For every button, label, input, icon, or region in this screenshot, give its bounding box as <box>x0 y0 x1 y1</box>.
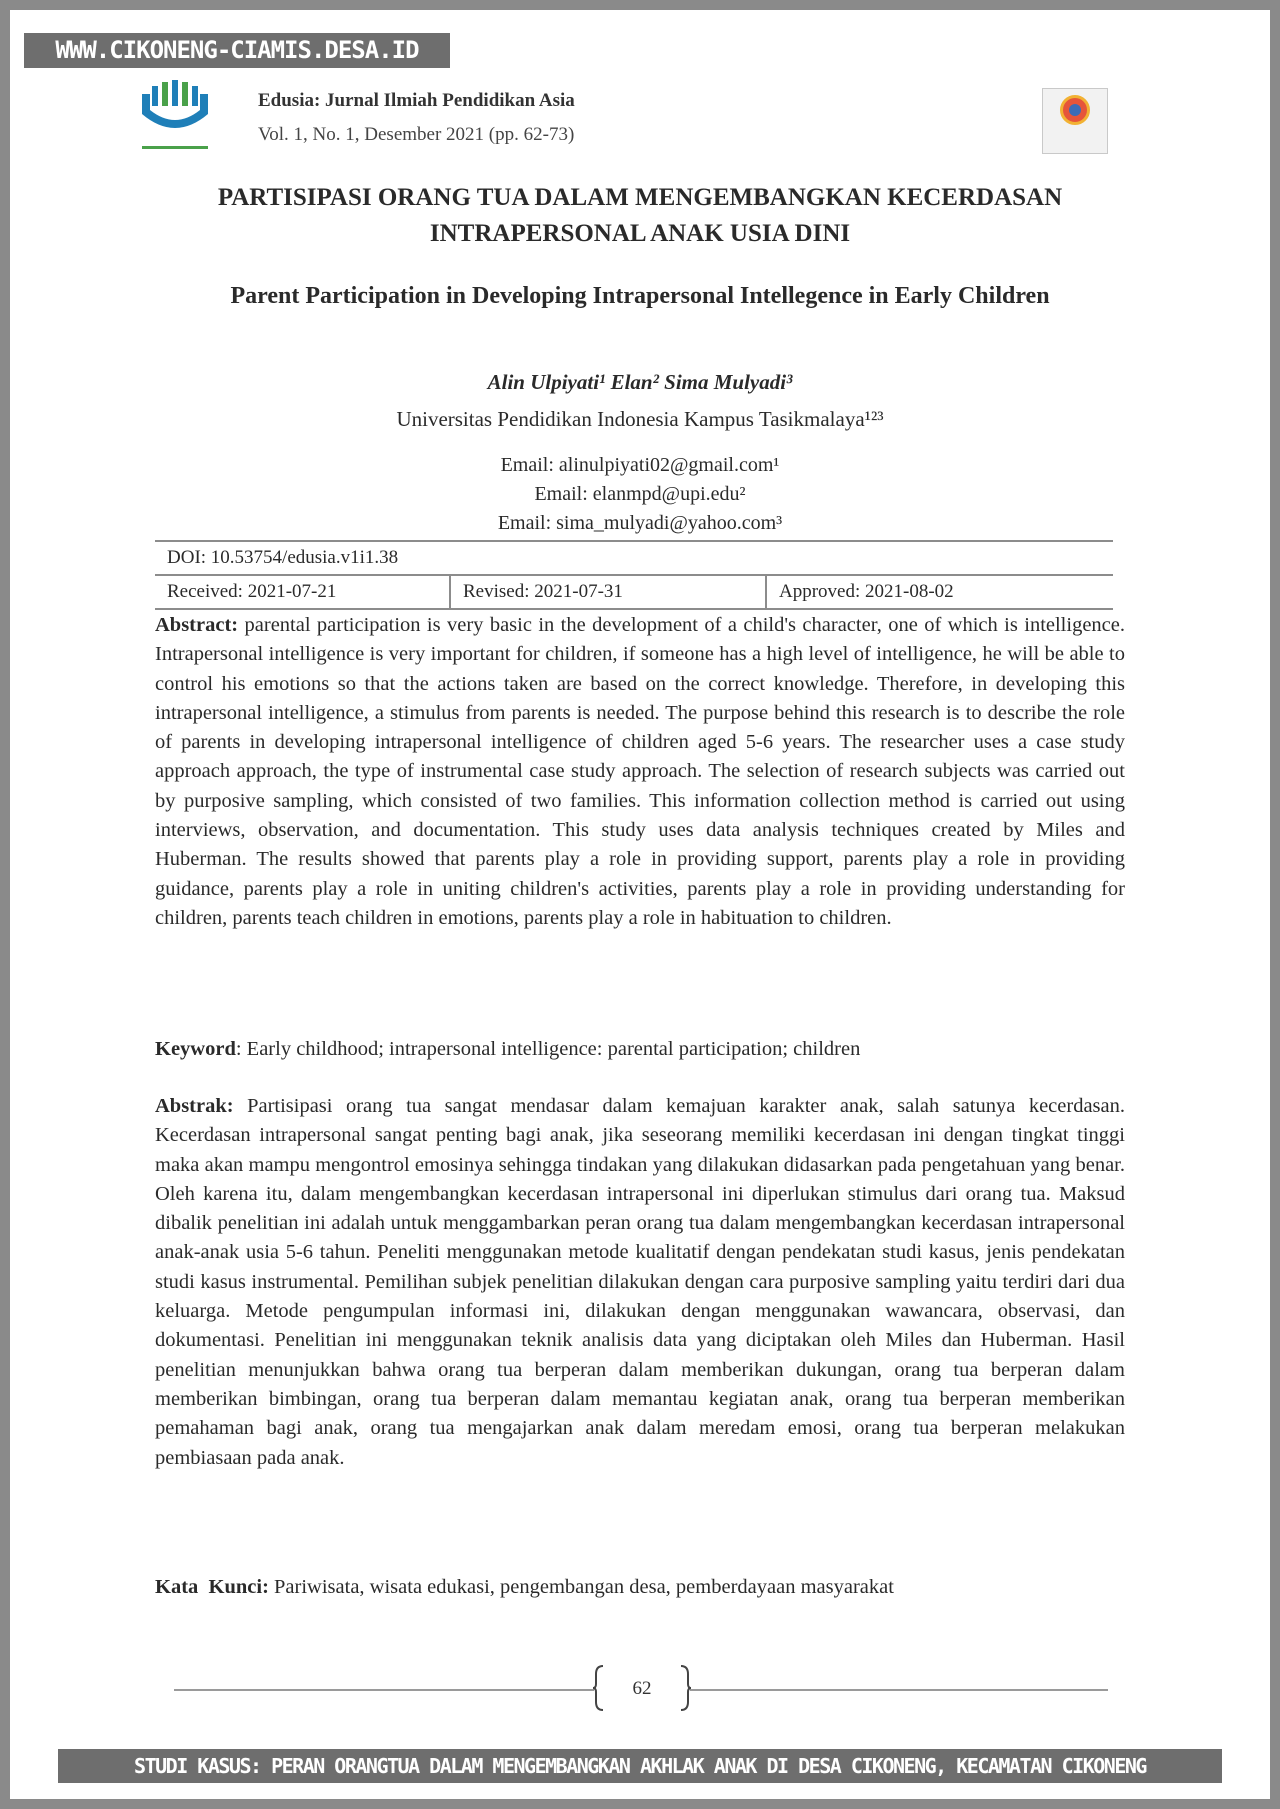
check-for-updates-badge-icon[interactable] <box>1042 88 1108 154</box>
doi[interactable]: DOI: 10.53754/edusia.v1i1.38 <box>155 541 1113 575</box>
paper-title-indonesian: PARTISIPASI ORANG TUA DALAM MENGEMBANGKAN KECERDASAN INTRAPERSONAL ANAK USIA DINI <box>217 184 1063 247</box>
keyword-label: Keyword <box>155 1038 236 1060</box>
caption-banner[interactable]: STUDI KASUS: PERAN ORANGTUA DALAM MENGEMBANGKAN AKHLAK ANAK DI DESA CIKONENG, KECAMATAN CIKONENG <box>58 1749 1222 1783</box>
keyword-text: : Early childhood; intrapersonal intelligence: parental participation; children <box>235 1038 861 1060</box>
abstrak-label: Abstrak: <box>155 1095 234 1117</box>
edusia-journal-logo-icon <box>138 80 224 156</box>
email-list <box>190 451 1090 538</box>
paper-title-english: Parent Participation in Developing Intrapersonal Intellegence in Early Children <box>230 283 1050 309</box>
keywords-indonesian <box>155 1573 1125 1602</box>
received-date: Received: 2021-07-21 <box>155 575 450 609</box>
abstrak-text: Partisipasi orang tua sangat mendasar dalam kemajuan karakter anak, salah satunya kecerdasan. Kecerdasan intrapersonal sangat penting bagi anak, jika seseorang memiliki kecerdasan ini dengan tingkat tinggi maka akan mampu mengontrol emosinya sehingga tindakan yang dilakukan didasarkan pada pengetahuan yang benar. Oleh karena itu, dalam mengembangkan kecerdasan intrapersonal ini diperlukan stimulus dari orang tua. Maksud dibalik penelitian ini adalah untuk menggambarkan peran orang tua dalam mengembangkan kecerdasan intrapersonal anak-anak usia 5-6 tahun. Peneliti menggunakan metode kualitatif dengan pendekatan studi kasus, jenis pendekatan studi kasus instrumental. Pemilihan subjek penelitian dilakukan dengan cara purposive sampling yaitu terdiri dari dua keluarga. Metode pengumpulan informasi ini, dilakukan dengan menggunakan wawancara, observasi, dan dokumentasi. Penelitian ini menggunakan teknik analisis data yang diciptakan oleh Miles dan Huberman. Hasil penelitian menunjukkan bahwa orang tua berperan dalam memberikan dukungan, orang tua berperan dalam memberikan bimbingan, orang tua berperan dalam memantau kegiatan anak, orang tua berperan memberikan pemahaman bagi anak, orang tua mengajarkan anak dalam meredam emosi, orang tua berperan melakukan pembiasaan pada anak. <box>155 1095 1125 1469</box>
article-meta-table <box>155 540 1113 610</box>
email-author-3: Email: sima_mulyadi@yahoo.com³ <box>497 512 783 534</box>
abstract-english <box>155 611 1125 933</box>
site-url-banner[interactable]: WWW.CIKONENG-CIAMIS.DESA.ID <box>24 33 450 68</box>
abstract-text: parental participation is very basic in the development of a child's character, one of which is intelligence. Intrapersonal intelligence is very important for children, if someone has a high level of intelligence, he will be able to control his emotions so that the actions taken are based on the correct knowledge. Therefore, in developing this intrapersonal intelligence, a stimulus from parents is needed. The purpose behind this research is to describe the role of parents in developing intrapersonal intelligence of children aged 5-6 years. The researcher uses a case study approach approach, the type of instrumental case study approach. The selection of research subjects was carried out by purposive sampling, which consisted of two families. This information collection method is carried out using interviews, observation, and documentation. This study uses data analysis techniques created by Miles and Huberman. The results showed that parents play a role in providing support, parents play a role in providing guidance, parents play a role in uniting children's activities, parents play a role in providing understanding for children, parents teach children in emotions, parents play a role in habituation to children. <box>155 614 1125 929</box>
email-author-2: Email: elanmpd@upi.edu² <box>534 483 746 505</box>
check-for-updates-emblem-icon <box>1060 95 1090 125</box>
page-number: 62 <box>632 1678 652 1699</box>
author-list: Alin Ulpiyati¹ Elan² Sima Mulyadi³ <box>487 370 793 394</box>
journal-name: Edusia: Jurnal Ilmiah Pendidikan Asia <box>258 90 575 111</box>
abstract-label: Abstract: <box>155 614 239 636</box>
email-author-1: Email: alinulpiyati02@gmail.com¹ <box>500 454 780 476</box>
approved-date: Approved: 2021-08-02 <box>766 575 1113 609</box>
right-brace-icon <box>678 1664 692 1712</box>
affiliation: Universitas Pendidikan Indonesia Kampus Tasikmalaya¹²³ <box>396 407 884 431</box>
kata-kunci-text: Pariwisata, wisata edukasi, pengembangan desa, pemberdayaan masyarakat <box>268 1576 894 1598</box>
footer-rule-right <box>690 1689 1108 1691</box>
keywords-english <box>155 1035 1125 1064</box>
journal-volume: Vol. 1, No. 1, Desember 2021 (pp. 62-73) <box>258 124 575 145</box>
kata-kunci-label: Kata Kunci: <box>155 1576 269 1598</box>
revised-date: Revised: 2021-07-31 <box>450 575 766 609</box>
abstract-indonesian <box>155 1092 1125 1473</box>
footer-rule-left <box>174 1689 594 1691</box>
